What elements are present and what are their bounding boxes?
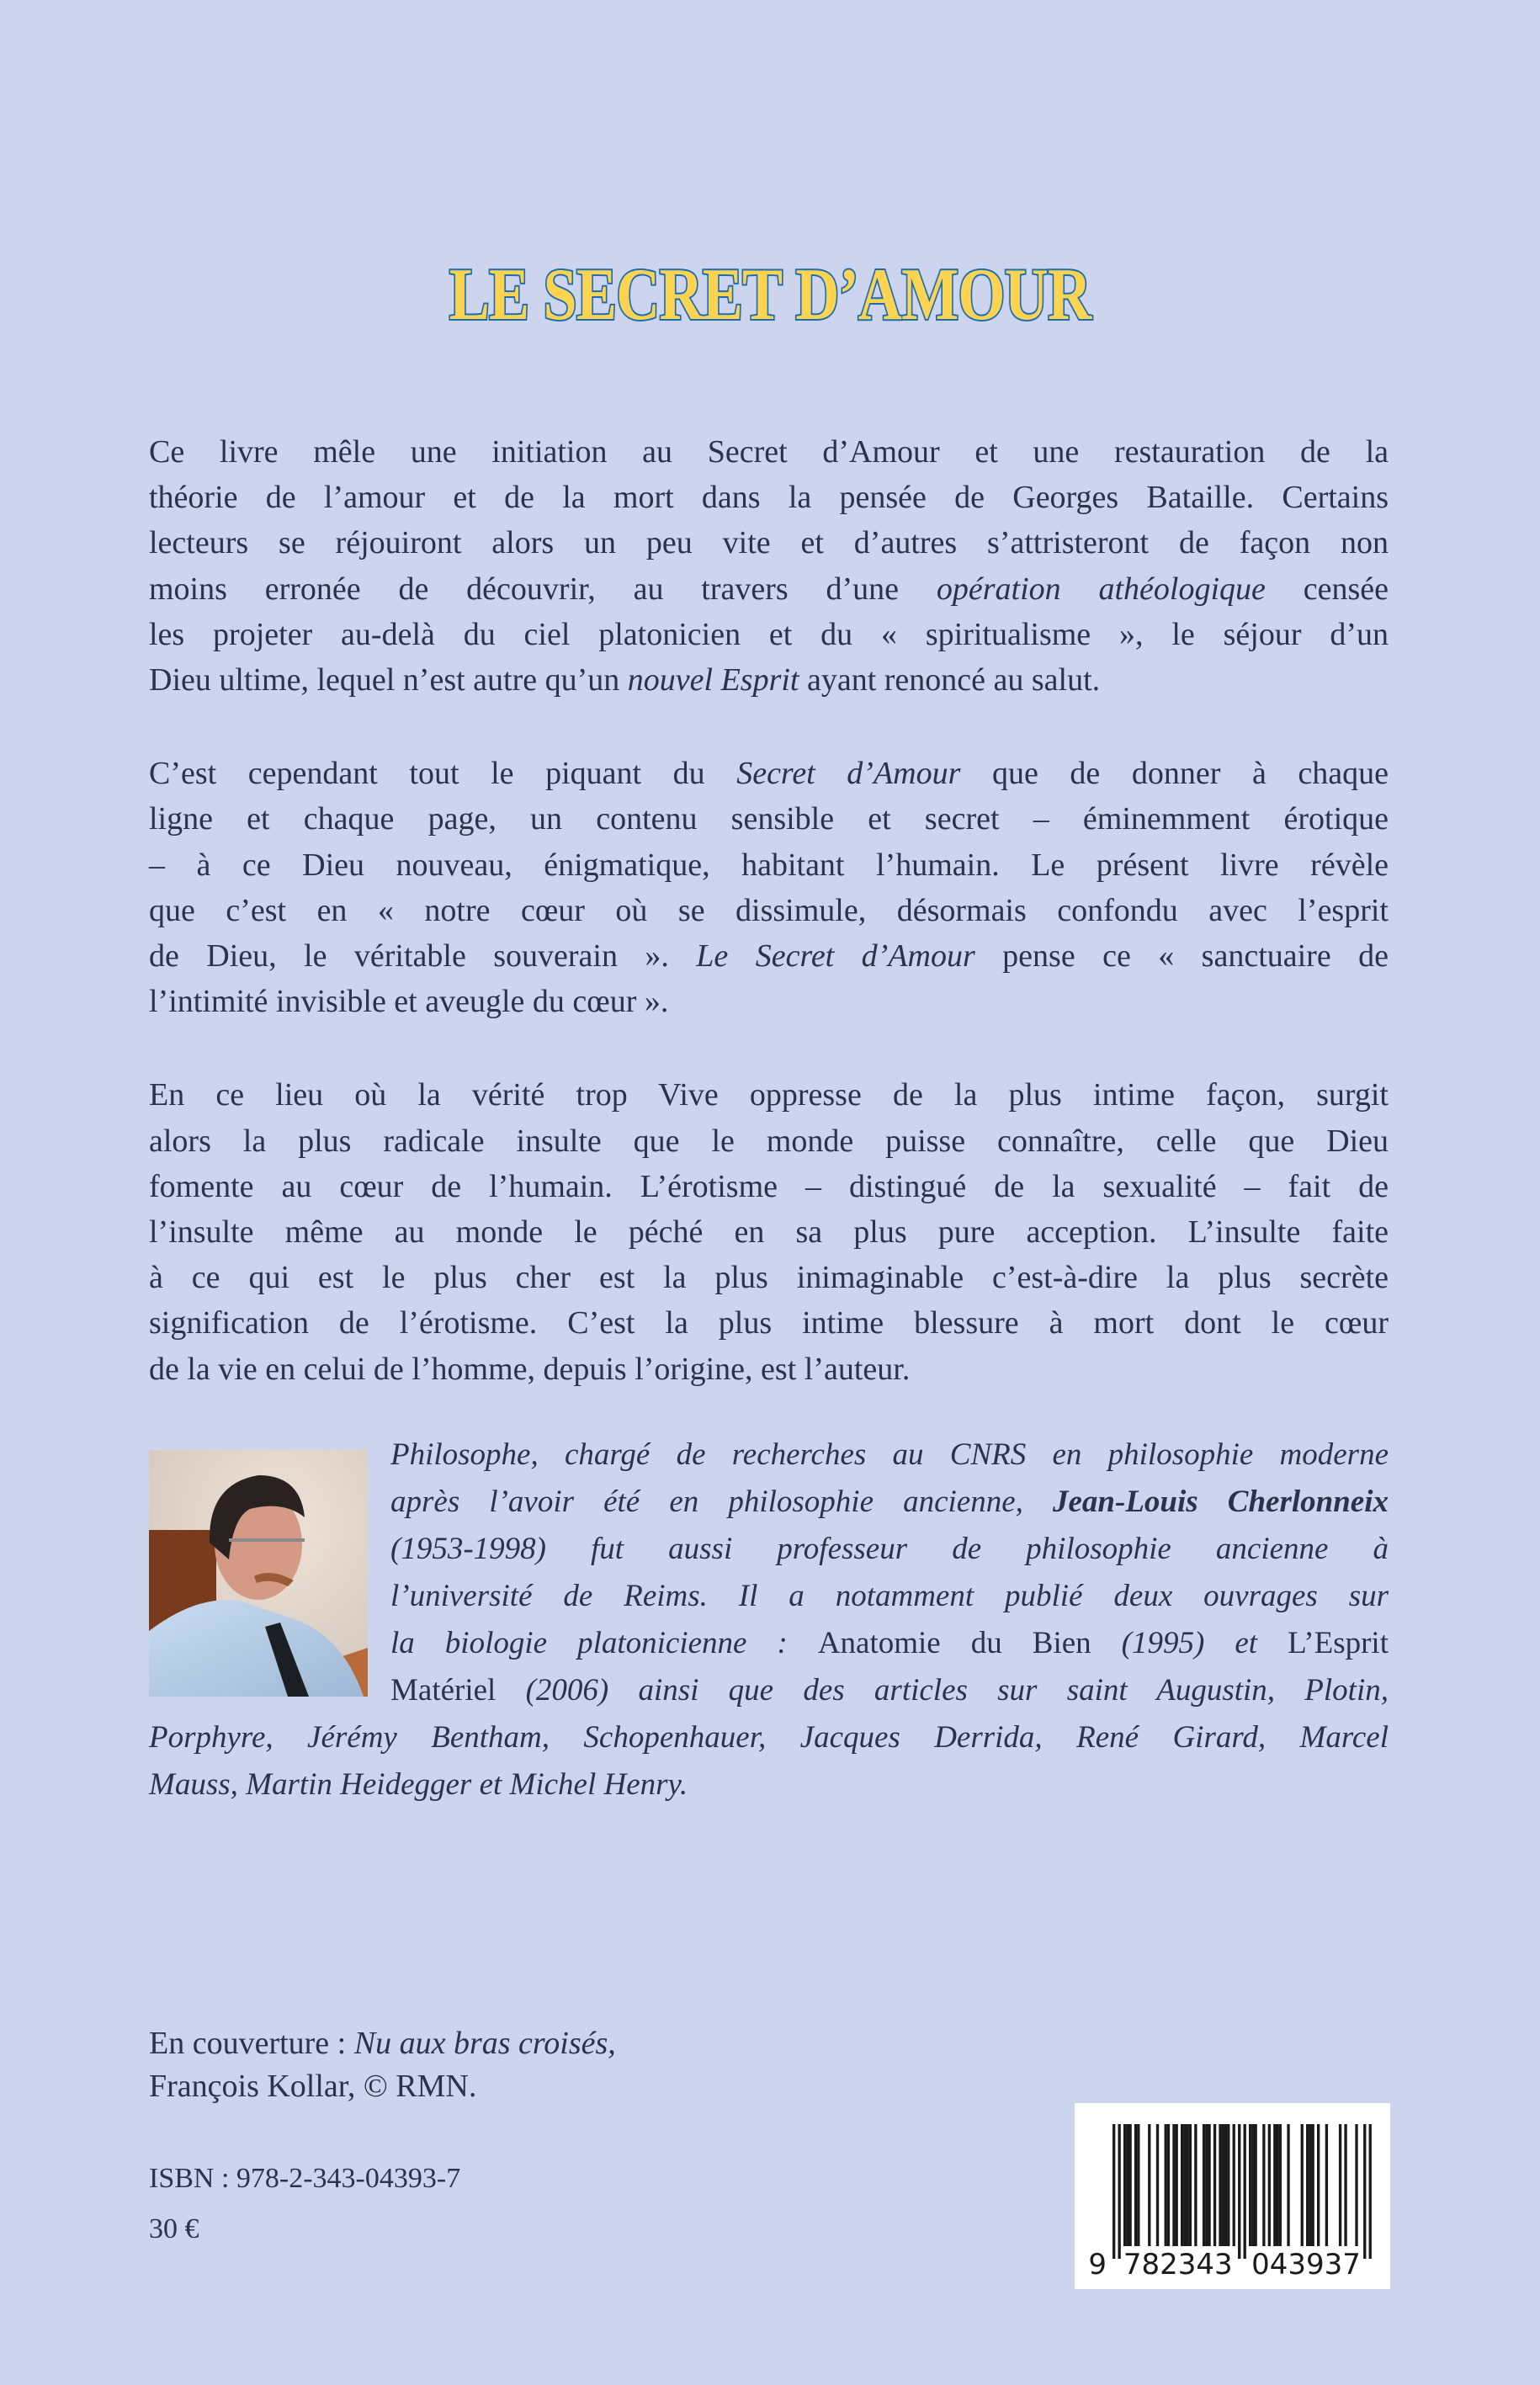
barcode-bar — [1148, 2124, 1150, 2246]
paragraph-line — [149, 1347, 1389, 1392]
text-segment: Mauss, Martin Heidegger et Michel Henry. — [149, 1766, 688, 1802]
barcode-bar — [1312, 2124, 1314, 2246]
barcode-digits-right: 043937 — [1251, 2248, 1361, 2281]
barcode-bar — [1167, 2124, 1170, 2246]
barcode-bar — [1254, 2124, 1256, 2246]
barcode — [1075, 2103, 1390, 2289]
barcode-bar — [1238, 2124, 1240, 2259]
description-paragraph — [149, 1072, 1389, 1391]
barcode-bar — [1222, 2124, 1224, 2246]
text-segment: censée — [1265, 571, 1389, 607]
text-segment: que de donner à chaque — [960, 756, 1389, 792]
text-segment: Philosophe, chargé de recherches au CNRS en philosophie moderne — [390, 1437, 1389, 1472]
barcode-bar — [1181, 2124, 1183, 2246]
text-segment: de Dieu, le véritable souverain ». — [149, 938, 697, 975]
barcode-bar — [1118, 2124, 1120, 2259]
paragraph-line — [149, 979, 1389, 1024]
barcode-bar — [1344, 2124, 1346, 2246]
text-segment: (1995) et — [1091, 1625, 1288, 1660]
barcode-bar — [1249, 2124, 1251, 2246]
author-photo — [149, 1450, 368, 1697]
text-segment: Porphyre, Jérémy Bentham, Schopenhauer, Jacques Derrida, René Girard, Marcel — [149, 1719, 1389, 1755]
text-segment: la biologie platonicienne : — [390, 1625, 818, 1660]
barcode-bar — [1355, 2124, 1357, 2246]
barcode-bar — [1194, 2124, 1197, 2246]
barcode-bar — [1189, 2124, 1192, 2246]
barcode-bar — [1279, 2124, 1282, 2246]
cover-credit — [149, 2024, 616, 2063]
barcode-bar — [1205, 2124, 1208, 2246]
text-segment: pense ce « sanctuaire de — [974, 938, 1389, 975]
text-segment: l’intimité invisible et aveugle du cœur ». — [149, 984, 669, 1020]
text-segment: opération athéologique — [936, 571, 1266, 607]
barcode-bar — [1208, 2124, 1210, 2246]
book-title-text: LE SECRET D’AMOUR — [449, 254, 1091, 336]
text-segment: l’insulte même au monde le péché en sa plus pure acception. L’insulte faite — [149, 1214, 1389, 1251]
text-segment: signification de l’érotisme. C’est la plus intime blessure à mort dont le cœur — [149, 1305, 1389, 1341]
barcode-bar — [1317, 2124, 1320, 2246]
barcode-bar — [1268, 2124, 1271, 2246]
barcode-bar — [1186, 2124, 1188, 2246]
bio-line — [149, 1761, 1389, 1809]
barcode-bar — [1227, 2124, 1229, 2246]
paragraph-line — [149, 1255, 1389, 1300]
barcode-bar — [1325, 2124, 1328, 2246]
barcode-bar — [1165, 2124, 1167, 2246]
paragraph-line — [149, 1300, 1389, 1346]
price: 30 € — [149, 2213, 199, 2244]
description-paragraph — [149, 751, 1389, 1024]
paragraph-line — [149, 1072, 1389, 1118]
paragraph-line — [149, 1209, 1389, 1255]
text-segment: fomente au cœur de l’humain. L’érotisme – distingué de la sexualité – fait de — [149, 1168, 1389, 1204]
paragraph-line — [149, 612, 1389, 657]
barcode-bar — [1183, 2124, 1186, 2246]
barcode-bar — [1123, 2124, 1126, 2246]
text-segment: Le Secret d’Amour — [696, 938, 975, 975]
text-segment: L’Esprit — [1288, 1625, 1389, 1660]
text-segment: Anatomie du Bien — [817, 1625, 1091, 1660]
text-segment: (2006) ainsi que des articles sur saint Augustin, Plotin, — [496, 1672, 1389, 1708]
paragraph-line — [149, 1118, 1389, 1164]
barcode-bar — [1369, 2124, 1372, 2259]
paragraph-line — [149, 751, 1389, 796]
text-segment: après l’avoir été en philosophie ancienne, — [390, 1484, 1053, 1519]
barcode-bar — [1176, 2124, 1178, 2246]
barcode-bar — [1244, 2124, 1246, 2259]
paragraph-line — [149, 796, 1389, 842]
description-paragraph — [149, 429, 1389, 703]
text-segment: ligne et chaque page, un contenu sensible et secret – éminemment érotique — [149, 801, 1389, 837]
bio-line — [149, 1714, 1389, 1761]
paragraph-line — [149, 842, 1389, 888]
barcode-bar — [1128, 2124, 1131, 2246]
isbn: ISBN : 978-2-343-04393-7 — [149, 2163, 461, 2194]
text-segment: Ce livre mêle une initiation au Secret d’Amour et une restauration de la — [149, 434, 1389, 470]
barcode-bar — [1306, 2124, 1309, 2246]
paragraph-line — [149, 475, 1389, 520]
text-segment: à ce qui est le plus cher est la plus inimaginable c’est-à-dire la plus secrète — [149, 1260, 1389, 1296]
paragraph-line — [149, 566, 1389, 612]
text-segment: de la vie en celui de l’homme, depuis l’origine, est l’auteur. — [149, 1351, 911, 1387]
text-segment: Matériel — [390, 1672, 497, 1708]
barcode-bar — [1287, 2124, 1289, 2246]
paragraph-line — [149, 1164, 1389, 1209]
text-segment: les projeter au-delà du ciel platonicien et du « spiritualisme », le séjour d’un — [149, 616, 1389, 652]
book-title — [0, 252, 1540, 337]
text-segment: l’université de Reims. Il a notamment publié deux ouvrages sur — [390, 1578, 1389, 1613]
barcode-bar — [1233, 2124, 1235, 2246]
paragraph-line — [149, 888, 1389, 933]
barcode-bar — [1309, 2124, 1311, 2246]
author-name: Jean-Louis Cherlonneix — [1053, 1484, 1389, 1519]
barcode-bar — [1224, 2124, 1227, 2246]
paragraph-line — [149, 657, 1389, 703]
text-segment: lecteurs se réjouiront alors un peu vite et d’autres s’attristeront de façon non — [149, 525, 1389, 561]
barcode-bar — [1251, 2124, 1254, 2246]
barcode-bar — [1219, 2124, 1221, 2246]
barcode-digit-first: 9 — [1088, 2248, 1107, 2281]
text-segment: C’est cependant tout le piquant du — [149, 756, 737, 792]
barcode-bar — [1126, 2124, 1128, 2246]
text-segment: théorie de l’amour et de la mort dans la pensée de Georges Bataille. Certains — [149, 480, 1389, 516]
text-segment: moins erronée de découvrir, au travers d’une — [149, 571, 937, 607]
barcode-bar — [1113, 2124, 1115, 2259]
text-segment: Secret d’Amour — [736, 756, 961, 792]
barcode-bar — [1134, 2124, 1137, 2246]
paragraph-line — [149, 933, 1389, 979]
barcode-bar — [1276, 2124, 1278, 2246]
barcode-bar — [1262, 2124, 1265, 2246]
barcode-bar — [1363, 2124, 1366, 2259]
text-segment: nouvel Esprit — [627, 662, 799, 699]
barcode-bar — [1213, 2124, 1216, 2246]
author-bio — [149, 1432, 1389, 1809]
barcode-bar — [1156, 2124, 1159, 2246]
barcode-bar — [1273, 2124, 1276, 2246]
text-segment: que c’est en « notre cœur où se dissimule, désormais confondu avec l’esprit — [149, 892, 1389, 928]
cover-label: En couverture : — [149, 2026, 354, 2061]
paragraph-line — [149, 429, 1389, 475]
text-segment: Dieu ultime, lequel n’est autre qu’un — [149, 662, 628, 699]
back-cover-text — [149, 429, 1389, 1809]
barcode-bar — [1301, 2124, 1304, 2246]
barcode-bar — [1339, 2124, 1341, 2246]
text-segment: alors la plus radicale insulte que le monde puisse connaître, celle que Dieu — [149, 1123, 1389, 1159]
barcode-digits-left: 782343 — [1123, 2248, 1233, 2281]
barcode-bar — [1172, 2124, 1175, 2246]
barcode-bar — [1203, 2124, 1205, 2246]
paragraph-line — [149, 520, 1389, 566]
cover-photographer: François Kollar, © RMN. — [149, 2069, 477, 2104]
text-segment: – à ce Dieu nouveau, énigmatique, habitant l’humain. Le présent livre révèle — [149, 847, 1389, 883]
barcode-bar — [1137, 2124, 1139, 2246]
text-segment: En ce lieu où la vérité trop Vive oppresse de la plus intime façon, surgit — [149, 1077, 1389, 1113]
text-segment: (1953-1998) fut aussi professeur de philosophie ancienne à — [390, 1531, 1389, 1566]
cover-title: Nu aux bras croisés, — [353, 2026, 616, 2061]
text-segment: ayant renoncé au salut. — [799, 662, 1101, 699]
